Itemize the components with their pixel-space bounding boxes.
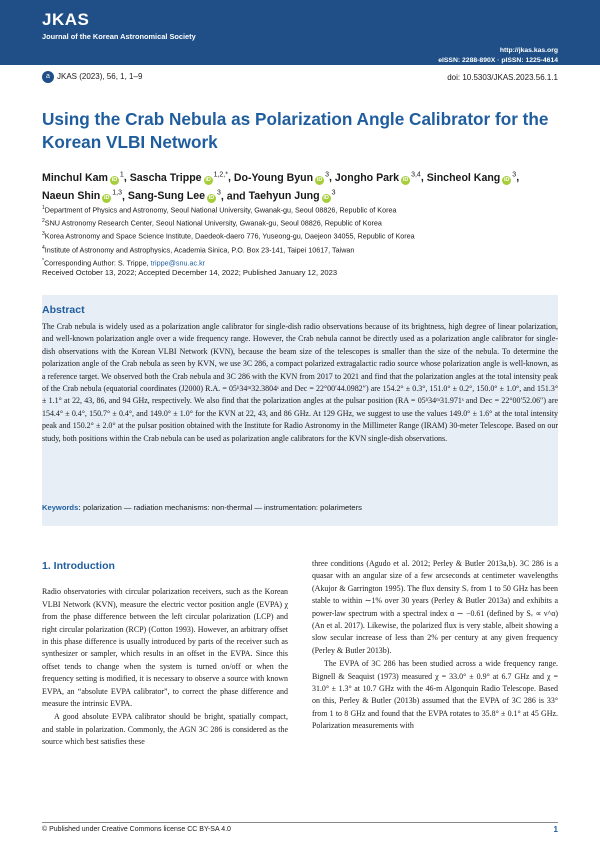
author [234,172,329,184]
author-name: Minchul Kam [42,171,108,184]
author [130,172,228,184]
author-name: Taehyun Jung [248,190,320,203]
affiliation: $^2$SNU Astronomy Research Center, Seoul National University, Gwanak-gu, Seoul 08826, Republic of Korea [42,218,382,228]
orcid-icon[interactable]: iD [504,176,510,183]
citation-bar [42,71,558,85]
journal-url[interactable]: http://jkas.kas.org [499,47,558,54]
author-name: Do-Young Byun [233,171,314,184]
author-name: Sang-Sung Lee [127,190,206,203]
keywords [42,503,558,512]
author-affiliation-mark: 3 [331,189,336,197]
journal-full-name: Journal of the Korean Astronomical Society [42,32,196,41]
keywords-text: polarization — radiation mechanisms: non-thermal — instrumentation: polarimeters [82,503,362,512]
body-column-right [312,558,558,734]
paragraph: Radio observatories with circular polarization receivers, such as the Korean VLBI Network (KVN), measure the electric vector position angle (EVPA) χ from the phase difference between the left circular polarization (LCP) and right circular polarization (RCP) (Cotton 1993). However, an arbitrary offset in this phase difference is usually introduced by parts of the receiver such as synthesizer or sampler, which results in an offset in the EVPA. Since this offset tends to change when the system is turned on/off or when the frequency setting is modified, it is necessary to observe a source with known EVPA, an “absolute EVPA calibrator”, to correct the phase difference and measure the intrinsic EVPA. [42,587,288,709]
open-access-icon: a [42,71,54,83]
journal-name: JKAS [42,10,90,29]
corresponding-author: *Corresponding Author: S. Trippe, trippe@snu.ac.kr [42,257,206,268]
journal-issn: eISSN: 2288-890X · pISSN: 1225-4614 [438,57,558,64]
citation-text: JKAS (2023), 56, 1, 1–9 [57,72,143,82]
author-list: Minchul Kam $iD^1$, Sascha Trippe $iD^{1,2,*}$, Do-Young Byun $iD^3$, Jongho Park iD$^{3,4}$, Sincheol Kang $iD^3$, Naeun Shin iD$^{1,3}$, Sang-Sung Lee $iD^3$, and Taehyun Jung $iD^3$ [42,171,520,203]
author [128,190,221,202]
author-affiliation-mark: 1,3 [112,189,123,197]
citation [42,71,142,83]
license-text: © Published under Creative Commons license CC BY-SA 4.0 [42,826,231,833]
corresponding-email[interactable]: trippe@snu.ac.kr [150,258,206,268]
author-name: Jongho Park [334,171,400,184]
author-affiliation-mark: 3,4 [411,171,421,178]
author-affiliation-mark: 3 [217,189,221,197]
abstract-text: The Crab nebula is widely used as a polarization angle calibrator for single-dish radio observations because of its brightness, high degree of linear polarization, and well-known polarization angle over a wide frequency range. However, the Crab nebula cannot be directly used as a polarization angle calibrator for single-dish observations with the Korean VLBI Network (KVN), because the beam size of the telescopes is smaller than the size of the nebula. To determine the polarization angle of the Crab nebula as seen by KVN, we use 3C 286, a compact polarized extragalactic radio source whose polarization angle is well-known, as a reference target. We observed both the Crab nebula and 3C 286 with the KVN from 2017 to 2021 and find that the polarization angles at the total intensity peak of the Crab nebula (equatorial coordinates (J2000) R.A. = 05ʰ34ᵐ32.3804ˢ and Dec = 22°00′44.0982″) are 154.2° ± 0.3°, 151.0° ± 0.2°, 150.0° ± 1.0°, and 151.3° ± 1.1° at 22, 43, 86, and 94 GHz, respectively. We also find that the polarization angles at the pulsar position (RA = 05ʰ34ᵐ31.971ˢ and Dec = 22°00′52.06″) are 154.4° ± 0.4°, 150.7° ± 0.4°, and 149.0° ± 1.0° for the KVN at 22, 43, and 86 GHz. At 129 GHz, we suggest to use the values 149.0° ± 1.6° at the total intensity peak and 150.2° ± 2.0° at the pulsar position obtained with the Institute for Radio Astronomy in the Millimeter Range (IRAM) 30-meter Telescope. Based on our study, both positions within the Crab nebula can be used as polarization angle calibrators for the KVN single-dish observations. [42,322,558,443]
paper-title: Using the Crab Nebula as Polarization Angle Calibrator for the Korean VLBI Network [42,109,549,152]
author-affiliation-mark: 1 [119,171,124,178]
orcid-icon[interactable]: iD [323,195,329,202]
affiliation-list [42,203,562,269]
author-affiliation-mark: 3 [512,171,517,178]
author-name: Sascha Trippe [129,171,202,184]
orcid-icon[interactable]: iD [208,195,215,202]
orcid-icon[interactable]: iD [402,176,409,183]
journal-banner [0,0,600,65]
author [335,172,421,184]
paragraph: three conditions (Agudo et al. 2012; Perley & Butler 2013a,b). 3C 286 is a quasar with an angular size of a few arcseconds at centimeter wavelengths (Akujor & Garrington 1995). The flux density Sᵥ from 1 to 50 GHz has been stable to within ∼1% over 30 years (Perley & Butler 2013a) and exhibits a power-law spectrum with a spectral index α ∼ −0.61 (defined by Sᵥ ∝ ν^α) (An et al. 2017). Likewise, the polarized flux is very stable, albeit showing a slow secular increase of less than 2% per century at any given frequency (Perley & Butler 2013b). [312,559,558,655]
doi[interactable]: doi: 10.5303/JKAS.2023.56.1.1 [447,73,558,82]
orcid-icon[interactable]: iD [316,176,323,183]
author [42,190,122,202]
orcid-icon[interactable]: iD [104,195,110,202]
section-heading-introduction: 1. Introduction [42,560,115,572]
orcid-icon[interactable]: iD [205,176,211,183]
paragraph: A good absolute EVPA calibrator should be bright, spatially compact, and stable in polarization. Commonly, the AGN 3C 286 is considered as the source which best satisfies these [42,712,288,747]
publication-dates: Received October 13, 2022; Accepted December 14, 2022; Published January 12, 2023 [42,268,338,277]
affiliation: $^3$Korea Astronomy and Space Science Institute, Daedeok-daero 776, Yuseong-gu, Daejeon 34055, Republic of Korea [42,231,415,241]
author-affiliation-mark: 3 [325,171,330,178]
author-affiliation-mark: 1,2,* [213,171,228,178]
author-name: Naeun Shin [42,190,101,203]
abstract-heading: Abstract [42,304,85,316]
orcid-icon[interactable]: iD [111,176,118,183]
author [249,190,336,202]
affiliation: $^1$Department of Physics and Astronomy, Seoul National University, Gwanak-gu, Seoul 08826, Republic of Korea [42,205,397,215]
page-number: 1 [553,825,558,834]
body-column-left [42,558,288,750]
author [42,172,124,184]
footer-divider [42,822,558,823]
keywords-label: Keywords: [42,503,81,512]
affiliation: $^4$Institute of Astronomy and Astrophysics, Academia Sinica, P.O. Box 23-141, Taipei 10617, Taiwan [42,244,355,254]
author-name: Sincheol Kang [426,171,501,184]
paragraph: The EVPA of 3C 286 has been studied across a wide frequency range. Bignell & Seaquist (1973) measured χ = 33.0° ± 0.9° at 6.7 GHz and χ = 31.0° ± 1.3° at 10.7 GHz with the 46-m Algonquin Radio Telescope. Based on this, Perley & Butler (2013b) assumed that the EVPA of 3C 286 is 33° from 1 to 8 GHz and found that the EVPA rotates to 35.8° ± 0.1° at 45 GHz. Polarization measurements with [312,659,558,731]
author [427,172,516,184]
